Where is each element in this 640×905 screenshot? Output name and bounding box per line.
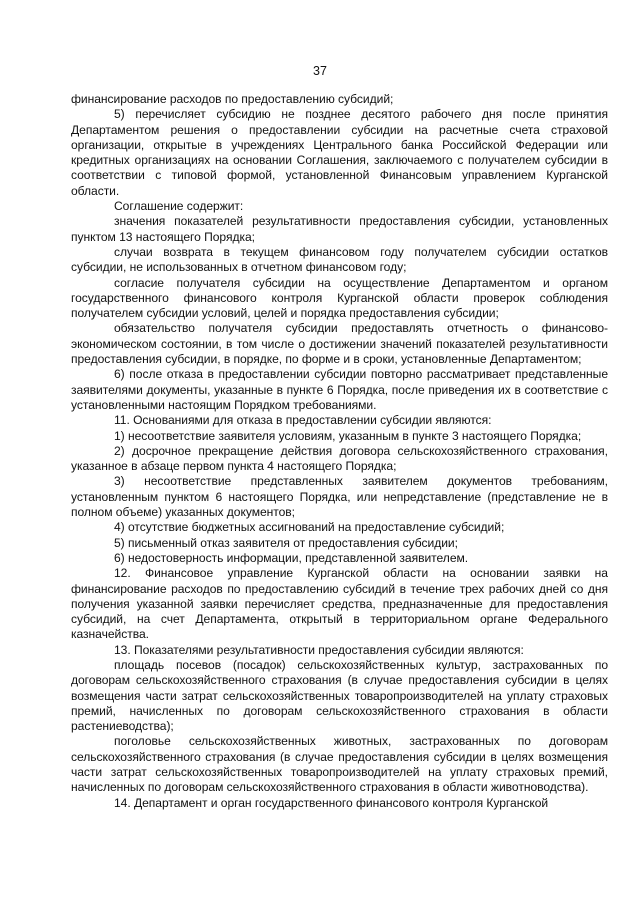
paragraph: 6) после отказа в предоставлении субсидии повторно рассматривает представленные заявителями документы, указанные в пункте 6 Порядка, после приведения их в соответствие с установленными настоящим Порядком требованиями. [71,367,608,412]
paragraph: 11. Основаниями для отказа в предоставлении субсидии являются: [114,413,492,428]
paragraph: 13. Показателями результативности предоставления субсидии являются: [114,642,524,657]
paragraph: случаи возврата в текущем финансовом году получателем субсидии остатков субсидии, не использованных в отчетном финансовом году; [71,244,608,275]
paragraph: 3) несоответствие представленных заявителем документов требованиям, установленным пунктом 6 настоящего Порядка, или непредставление (представление не в полном объеме) указанных документов; [71,474,608,520]
paragraph: обязательство получателя субсидии предоставлять отчетность о финансово-экономическом состоянии, в том числе о достижении значений показателей результативности предоставления субсидии, в порядке, по форме и в сроки, установленные Департаментом; [71,321,608,367]
paragraph: 2) досрочное прекращение действия договора сельскохозяйственного страхования, указанное в абзаце первом пункта 4 настоящего Порядка; [71,443,608,474]
page-number: 37 [313,64,327,78]
paragraph: 5) письменный отказ заявителя от предоставления субсидии; [114,535,458,550]
paragraph: 14. Департамент и орган государственного финансового контроля Курганской [114,795,549,810]
paragraph: 12. Финансовое управление Курганской области на основании заявки на финансирование расходов по предоставлению субсидий в течение трех рабочих дней со дня получения указанной заявки перечисляет средства, предназначенные для предоставления субсидий, на счет Департамента, открытый в территориальном органе Федерального казначейства. [71,566,608,642]
paragraph: поголовье сельскохозяйственных животных, застрахованных по договорам сельскохозяйственного страхования (в случае предоставления субсидии в целях возмещения части затрат сельскохозяйственных товаропроизводителей на уплату страховых премий, начисленных по договорам сельскохозяйственного страхования в области животноводства). [71,734,608,795]
paragraph: 6) недостоверность информации, представленной заявителем. [114,550,469,565]
paragraph: 1) несоответствие заявителя условиям, указанным в пункте 3 настоящего Порядка; [114,428,582,443]
document-body [71,92,608,811]
paragraph: 5) перечисляет субсидию не позднее десятого рабочего дня после принятия Департаментом решения о предоставлении субсидии на расчетные счета страховой организации, открытые в учреждениях Центрального банка Российской Федерации или кредитных организациях на основании Соглашения, заключаемого с получателем субсидии в соответствии с типовой формой, установленной Финансовым управлением Курганской области. [71,107,608,198]
paragraph: согласие получателя субсидии на осуществление Департаментом и органом государственного финансового контроля Курганской области проверок соблюдения получателем субсидии условий, целей и порядка предоставления субсидии; [71,275,608,321]
paragraph: финансирование расходов по предоставлению субсидий; [71,92,394,106]
paragraph: 4) отсутствие бюджетных ассигнований на предоставление субсидий; [114,520,505,535]
paragraph: Соглашение содержит: [114,199,244,214]
paragraph: площадь посевов (посадок) сельскохозяйственных культур, застрахованных по договорам сельскохозяйственного страхования (в случае предоставления субсидии в целях возмещения части затрат сельскохозяйственных товаропроизводителей на уплату страховых премий, начисленных по договорам сельскохозяйственного страхования в области растениеводства); [71,657,608,734]
paragraph: значения показателей результативности предоставления субсидии, установленных пунктом 13 настоящего Порядка; [71,214,608,244]
